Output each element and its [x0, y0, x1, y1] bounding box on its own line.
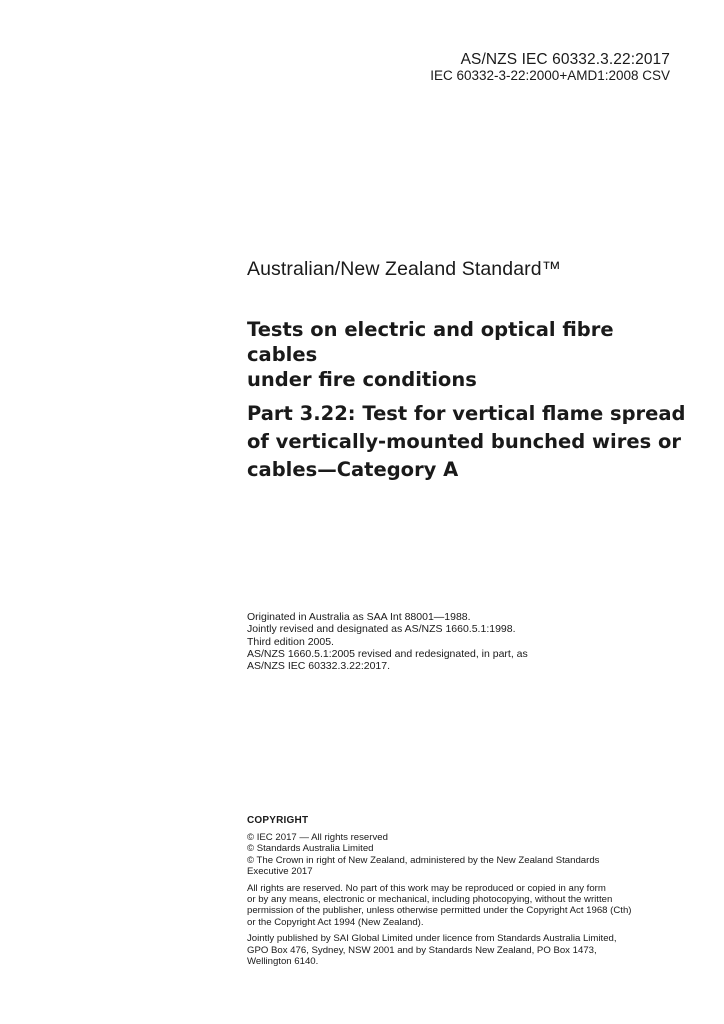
- publisher-line: Jointly published by SAI Global Limited under licence from Standards Australia Limited,: [247, 933, 617, 945]
- copyright-holder: © Standards Australia Limited: [247, 843, 374, 855]
- part-line: cables—Category A: [247, 458, 459, 481]
- part-line: of vertically-mounted bunched wires or: [247, 430, 681, 453]
- rights-line: permission of the publisher, unless otherwise permitted under the Copyright Act 1968 (Cth): [247, 905, 632, 917]
- origin-line: AS/NZS IEC 60332.3.22:2017.: [247, 660, 391, 673]
- rights-line: or by any means, electronic or mechanical, including photocopying, without the written: [247, 894, 613, 906]
- document-title: [247, 317, 687, 392]
- rights-line: or the Copyright Act 1994 (New Zealand).: [247, 916, 424, 928]
- standard-number: AS/NZS IEC 60332.3.22:2017: [460, 51, 670, 68]
- origin-line: Originated in Australia as SAA Int 88001—1988.: [247, 611, 471, 623]
- copyright-holder: © IEC 2017 — All rights reserved: [247, 832, 388, 843]
- publisher-line: GPO Box 476, Sydney, NSW 2001 and by Standards New Zealand, PO Box 1473,: [247, 944, 597, 956]
- rights-line: All rights are reserved. No part of this work may be reproduced or copied in any form: [247, 882, 606, 894]
- copyright-holder: Executive 2017: [247, 866, 313, 878]
- copyright-heading: COPYRIGHT: [247, 815, 309, 826]
- title-line: Tests on electric and optical fibre cables: [247, 318, 614, 366]
- origin-line: Third edition 2005.: [247, 635, 334, 648]
- copyright-block: [247, 832, 667, 967]
- origin-history: [247, 611, 667, 672]
- iec-reference: IEC 60332-3-22:2000+AMD1:2008 CSV: [430, 68, 670, 83]
- publisher-line: Wellington 6140.: [247, 956, 319, 968]
- part-line: Part 3.22: Test for vertical flame spread: [247, 402, 686, 425]
- origin-line: AS/NZS 1660.5.1:2005 revised and redesignated, in part, as: [247, 647, 528, 660]
- title-line: under fire conditions: [247, 368, 477, 391]
- copyright-holder: © The Crown in right of New Zealand, administered by the New Zealand Standards: [247, 854, 600, 866]
- standard-type: Australian/New Zealand Standard™: [247, 258, 562, 280]
- origin-line: Jointly revised and designated as AS/NZS 1660.5.1:1998.: [247, 623, 516, 636]
- part-title: [247, 400, 687, 484]
